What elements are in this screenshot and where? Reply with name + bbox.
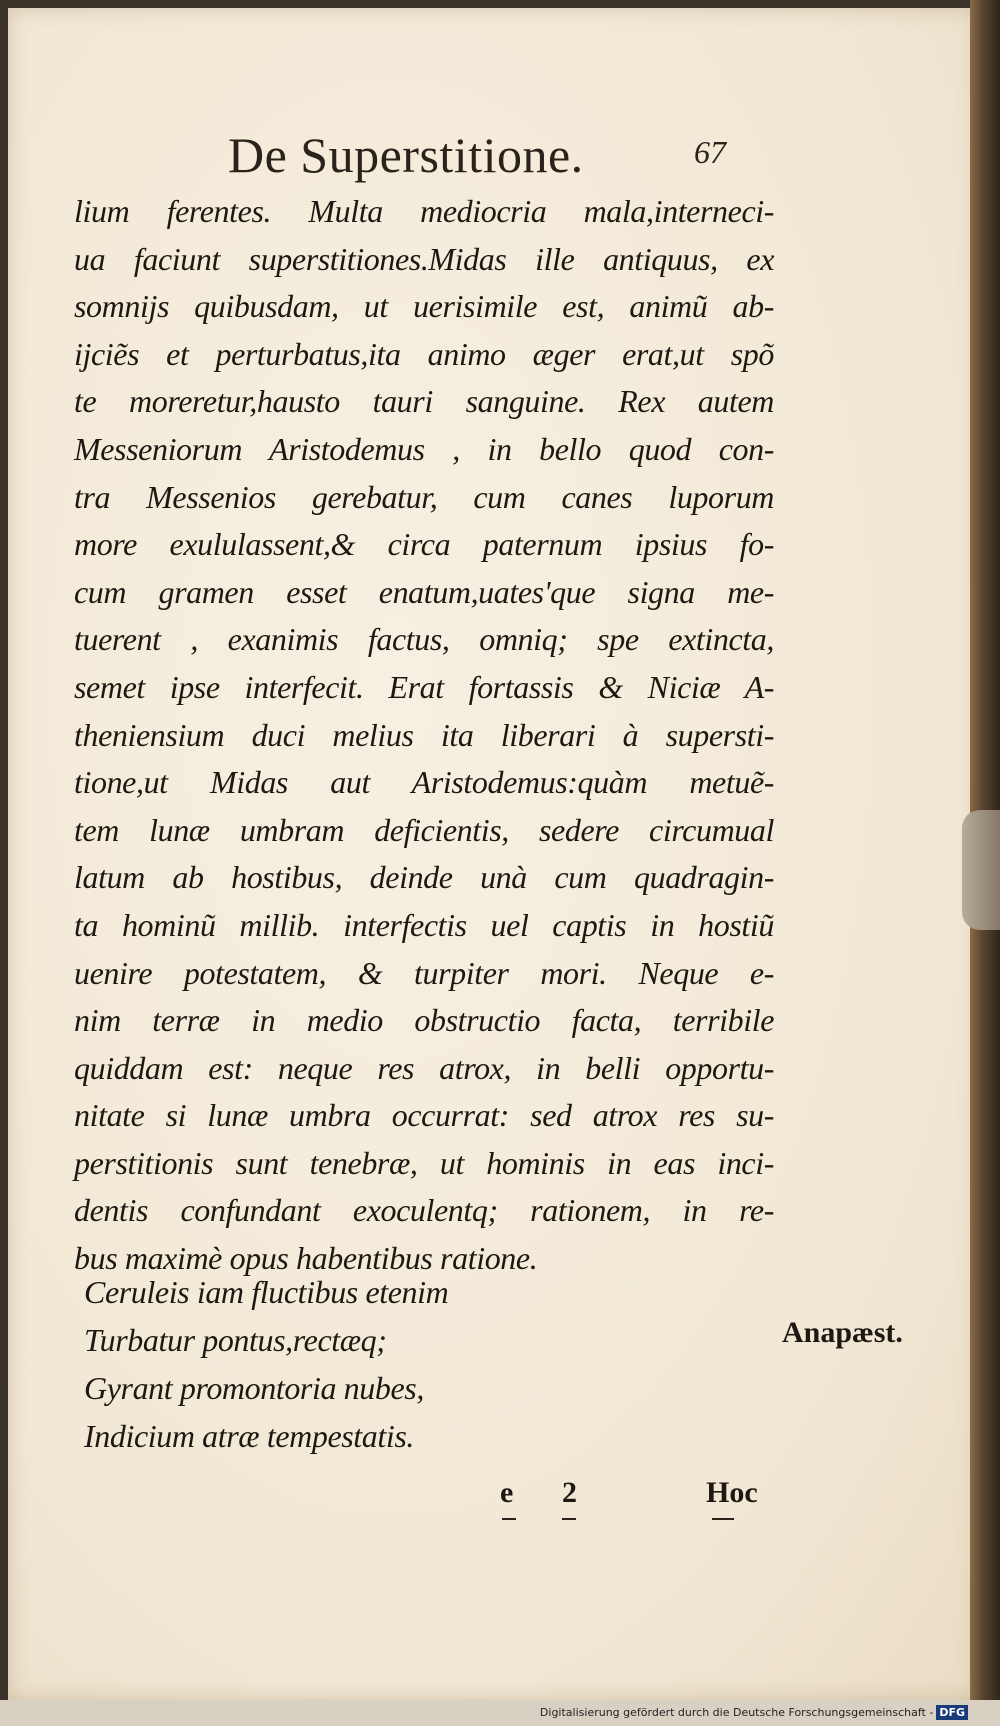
text-line: perstitionis sunt tenebræ, ut hominis in eas inci- xyxy=(74,1144,774,1181)
signature-number: 2 xyxy=(562,1476,577,1509)
verse-line: Turbatur pontus,rectæq; xyxy=(84,1322,387,1358)
verse-block xyxy=(84,1268,604,1460)
dfg-logo: DFG xyxy=(936,1705,968,1720)
text-line: tra Messenios gerebatur, cum canes luporum xyxy=(74,478,774,515)
text-line: semet ipse interfecit. Erat fortassis & Niciæ A- xyxy=(74,668,774,705)
verse-line: Gyrant promontoria nubes, xyxy=(84,1370,424,1406)
verse-line: Indicium atræ tempestatis. xyxy=(84,1418,415,1454)
verse-line: Ceruleis iam fluctibus etenim xyxy=(84,1274,449,1310)
signature-dash xyxy=(562,1518,576,1520)
signature-letter: e xyxy=(500,1476,514,1509)
digitization-credit xyxy=(540,1706,968,1719)
book-clasp xyxy=(962,810,1000,930)
text-line: dentis confundant exoculentq; rationem, in re- xyxy=(74,1192,774,1229)
page-number: 67 xyxy=(694,134,726,170)
text-line: ijciẽs et perturbatus,ita animo æger erat,ut spõ xyxy=(74,335,774,372)
text-line: latum ab hostibus, deinde unà cum quadragin- xyxy=(74,859,774,896)
text-line: theniensium duci melius ita liberari à supersti- xyxy=(74,716,774,753)
text-line: tuerent , exanimis factus, omniq; spe extincta, xyxy=(74,621,774,658)
text-line: te moreretur,hausto tauri sanguine. Rex autem xyxy=(74,383,774,420)
text-line: Messeniorum Aristodemus , in bello quod con- xyxy=(74,430,774,467)
text-line: ua faciunt superstitiones.Midas ille antiquus, ex xyxy=(74,240,774,277)
text-line: nitate si lunæ umbra occurrat: sed atrox res su- xyxy=(74,1097,774,1134)
credit-text: Digitalisierung gefördert durch die Deutsche Forschungsgemeinschaft - xyxy=(539,1706,934,1719)
text-line: uenire potestatem, & turpiter mori. Neque e- xyxy=(74,954,774,991)
text-line: lium ferentes. Multa mediocria mala,interneci- xyxy=(74,193,774,229)
text-line: quiddam est: neque res atrox, in belli opportu- xyxy=(74,1049,774,1086)
margin-note: Anapæst. xyxy=(782,1316,903,1349)
text-line: nim terræ in medio obstructio facta, terribile xyxy=(74,1002,774,1039)
text-line: ta hominũ millib. interfectis uel captis in hostiũ xyxy=(74,906,774,943)
text-line: cum gramen esset enatum,uates'que signa me- xyxy=(74,573,774,610)
catchword-dash xyxy=(712,1518,734,1520)
running-header xyxy=(228,126,748,186)
text-line: bus maximè opus habentibus ratione. xyxy=(74,1240,538,1277)
signature-dash xyxy=(502,1518,516,1520)
running-title: De Superstitione. xyxy=(228,127,584,183)
text-line: tione,ut Midas aut Aristodemus:quàm metuẽ- xyxy=(74,764,774,801)
catchword: Hoc xyxy=(706,1476,758,1509)
text-line: tem lunæ umbram deficientis, sedere circumual xyxy=(74,811,774,848)
text-line: more exululassent,& circa paternum ipsius fo- xyxy=(74,526,774,563)
main-text-block xyxy=(74,188,774,1283)
text-line: somnijs quibusdam, ut uerisimile est, animũ ab- xyxy=(74,288,774,325)
